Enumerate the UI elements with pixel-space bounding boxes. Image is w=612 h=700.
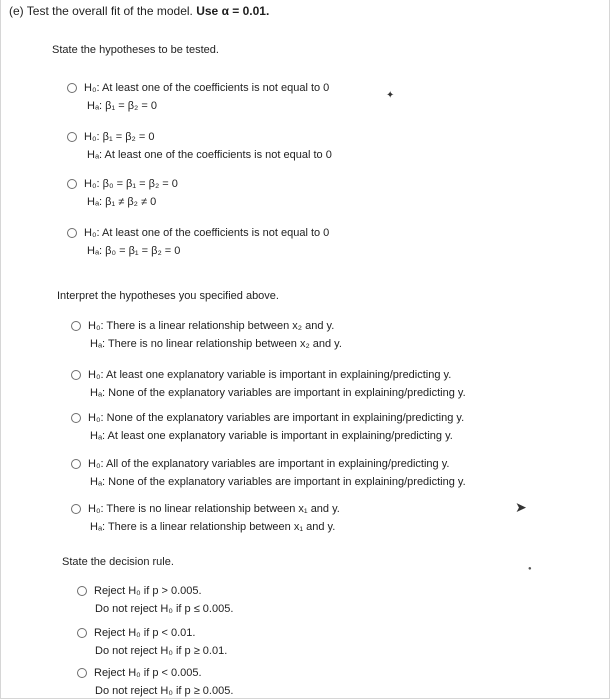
option-line1: H₀: There is a linear relationship between x₂ and y. [88,320,335,332]
radio-button[interactable] [77,586,87,596]
option-line1: Reject H₀ if p < 0.01. [94,627,196,639]
q1-option-1[interactable] [67,79,329,115]
option-line2: Hₐ: β₁ = β₂ = 0 [87,100,157,112]
q2-prompt: Interpret the hypotheses you specified above. [57,290,279,302]
option-line1: H₀: At least one of the coefficients is not equal to 0 [84,227,330,239]
option-line2: Hₐ: β₁ ≠ β₂ ≠ 0 [87,196,157,208]
option-line2: Hₐ: At least one of the coefficients is not equal to 0 [87,149,332,161]
option-line1: H₀: None of the explanatory variables are important in explaining/predicting y. [88,412,465,424]
option-line1: H₀: There is no linear relationship between x₁ and y. [88,503,340,515]
option-line2: Do not reject H₀ if p ≤ 0.005. [95,603,234,615]
radio-button[interactable] [67,179,77,189]
radio-button[interactable] [67,228,77,238]
q3-prompt: State the decision rule. [62,556,174,568]
q2-option-3[interactable] [71,409,464,445]
q1-option-3[interactable] [67,175,178,211]
option-line1: H₀: At least one explanatory variable is important in explaining/predicting y. [88,369,452,381]
option-line1: H₀: β₀ = β₁ = β₂ = 0 [84,178,178,190]
radio-button[interactable] [71,370,81,380]
q3-option-1[interactable] [77,582,233,618]
option-line1: Reject H₀ if p < 0.005. [94,667,202,679]
q1-option-4[interactable] [67,224,329,260]
q1-option-2[interactable] [67,128,332,164]
radio-button[interactable] [67,132,77,142]
radio-button[interactable] [67,83,77,93]
q2-option-5[interactable] [71,500,340,536]
option-line2: Hₐ: β₀ = β₁ = β₂ = 0 [87,245,181,257]
q1-prompt: State the hypotheses to be tested. [52,44,219,56]
q3-option-2[interactable] [77,624,227,660]
option-line2: Hₐ: None of the explanatory variables are important in explaining/predicting y. [90,387,466,399]
radio-button[interactable] [71,413,81,423]
option-line2: Hₐ: At least one explanatory variable is important in explaining/predicting y. [90,430,453,442]
alpha-label: Use α = 0.01. [196,4,270,18]
radio-button[interactable] [71,459,81,469]
option-line2: Hₐ: There is no linear relationship between x₂ and y. [90,338,342,350]
option-line1: Reject H₀ if p > 0.005. [94,585,202,597]
pointer-cursor-icon: ➤ [515,499,527,515]
option-line2: Do not reject H₀ if p ≥ 0.005. [95,685,234,697]
mouse-cursor-icon: ✦ [386,90,395,101]
heading-prefix: (e) Test the overall fit of the model. [9,4,193,18]
option-line1: H₀: β₁ = β₂ = 0 [84,131,155,143]
radio-button[interactable] [77,628,87,638]
radio-button[interactable] [77,668,87,678]
radio-button[interactable] [71,321,81,331]
option-line1: H₀: At least one of the coefficients is not equal to 0 [84,82,330,94]
q2-option-2[interactable] [71,366,466,402]
option-line2: Hₐ: There is a linear relationship between x₁ and y. [90,521,336,533]
q2-option-4[interactable] [71,455,466,491]
q3-option-3[interactable] [77,664,233,700]
option-line1: H₀: All of the explanatory variables are important in explaining/predicting y. [88,458,450,470]
radio-button[interactable] [71,504,81,514]
option-line2: Hₐ: None of the explanatory variables are important in explaining/predicting y. [90,476,466,488]
question-heading [9,4,269,18]
dot-marker-icon: ● [528,566,532,572]
option-line2: Do not reject H₀ if p ≥ 0.01. [95,645,228,657]
q2-option-1[interactable] [71,317,342,353]
